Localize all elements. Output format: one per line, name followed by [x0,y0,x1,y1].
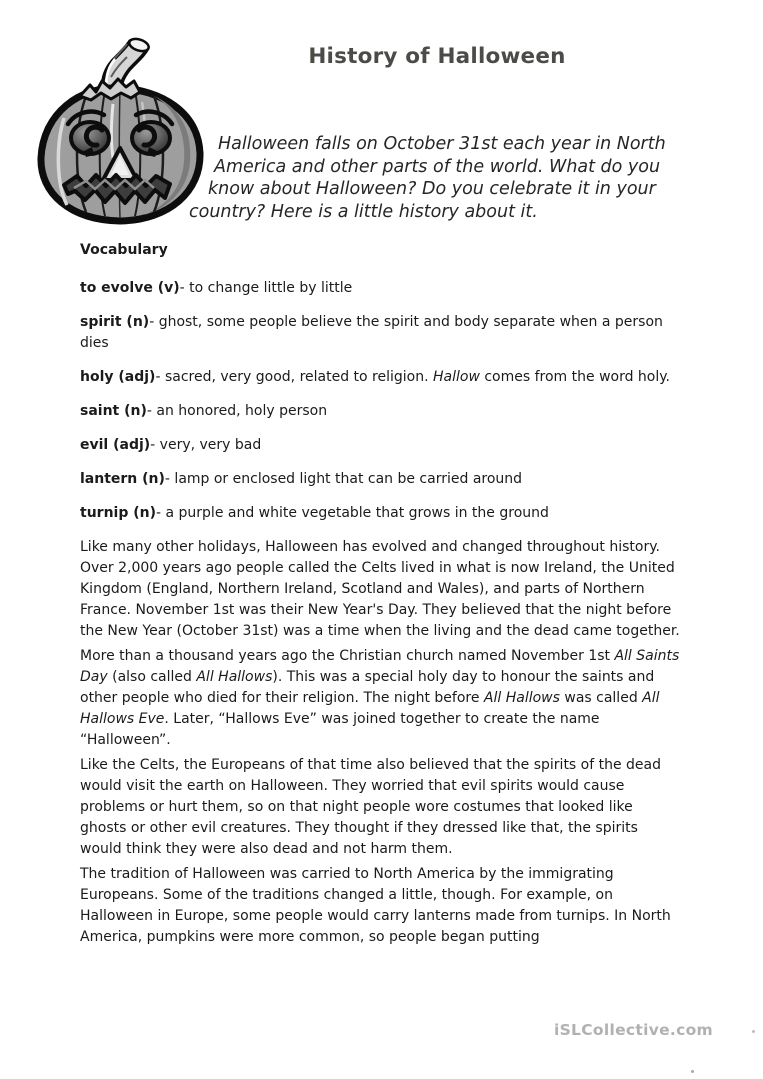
vocab-entry [80,367,680,388]
body-paragraphs [80,537,680,948]
vocabulary-heading: Vocabulary [80,242,168,258]
intro-line: America and other parts of the world. What do you [214,157,661,177]
text-run: - ghost, some people believe the spirit and body separate when a person dies [80,314,663,351]
vocab-entry [80,503,680,524]
page-title: History of Halloween [308,44,566,69]
text-run: - very, very bad [150,437,262,453]
speck-dot [691,1070,694,1073]
text-run: ). This was a special holy day to honour the saints and other people who died for their religion. The night before [80,669,655,706]
vocab-term: saint (n) [80,403,147,419]
body-paragraph [80,646,680,751]
vocab-entry [80,278,680,299]
italic-text: All Hallows [483,690,560,706]
text-run: The tradition of Halloween was carried to North America by the immigrating Europeans. Some of the traditions changed a little, though. For example, on Halloween in Europe, some people would carry lanterns made from turnips. In North America, pumpkins were more common, so people began putting [80,866,671,945]
vocab-term: turnip (n) [80,505,156,521]
text-run: - lamp or enclosed light that can be carried around [164,471,523,487]
italic-text: Hallow [433,369,480,385]
vocab-entry [80,312,680,354]
text-run: - to change little by little [179,280,353,296]
text-run: - an honored, holy person [146,403,328,419]
italic-text: All Saints Day [80,648,680,685]
text-run: - a purple and white vegetable that grows in the ground [156,505,549,521]
italic-text: All Hallows Eve [80,690,660,727]
vocab-entry [80,435,680,456]
text-run: Like many other holidays, Halloween has evolved and changed throughout history. Over 2,000 years ago people called the Celts lived in what is now Ireland, the United Kingdom (England, Northern Ireland, Scotland and Wales), and parts of Northern France. November 1st was their New Year's Day. They believed that the night before the New Year (October 31st) was a time when the living and the dead came together. [80,539,680,639]
vocab-term: holy (adj) [80,369,156,385]
body-paragraph [80,755,680,860]
content-column [80,240,680,952]
vocabulary-list [80,278,680,524]
text-run: - sacred, very good, related to religion. [155,369,433,385]
body-paragraph [80,537,680,642]
vocab-entry [80,469,680,490]
text-run: was called [559,690,643,706]
body-paragraph [80,864,680,948]
text-run: . Later, “Hallows Eve” was joined together to create the name “Halloween”. [80,711,600,748]
vocab-term: to evolve (v) [80,280,180,296]
speck-dot [752,1030,755,1033]
intro-line: Halloween falls on October 31st each year in North [218,134,666,154]
vocab-term: spirit (n) [80,314,150,330]
vocab-term: evil (adj) [80,437,151,453]
vocab-term: lantern (n) [80,471,165,487]
text-run: More than a thousand years ago the Christian church named November 1st [80,648,615,664]
intro-line: know about Halloween? Do you celebrate it in your [208,179,656,199]
vocab-entry [80,401,680,422]
text-run: (also called [107,669,197,685]
jack-o-lantern-icon [34,32,208,228]
italic-text: All Hallows [196,669,273,685]
text-run: Like the Celts, the Europeans of that time also believed that the spirits of the dead would visit the earth on Halloween. They worried that evil spirits would cause problems or hurt them, so on that night people wore costumes that looked like ghosts or other evil creatures. They thought if they dressed like that, the spirits would think they were also dead and not harm them. [80,757,662,857]
text-run: comes from the word holy. [479,369,670,385]
intro-line: country? Here is a little history about it. [189,202,538,222]
islcollective-watermark: iSLCollective.com [553,1021,713,1039]
